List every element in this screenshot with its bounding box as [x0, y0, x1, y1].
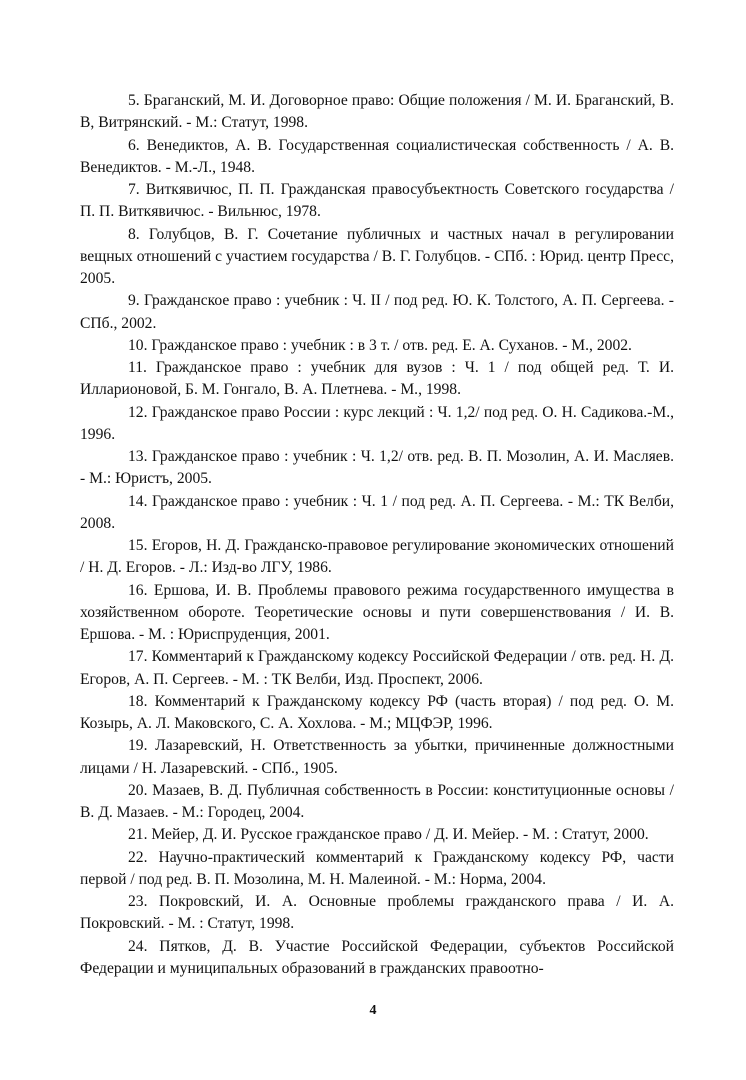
reference-text: 5. Браганский, М. И. Договорное право: Общие положения / М. И. Браганский, В. В, Витрянский. - М.: Статут, 1998.	[80, 92, 674, 132]
reference-item	[80, 646, 674, 691]
reference-item	[80, 179, 674, 224]
reference-item	[80, 891, 674, 936]
reference-item	[80, 290, 674, 335]
reference-item	[80, 224, 674, 291]
reference-item	[80, 335, 674, 357]
reference-text: 6. Венедиктов, А. В. Государственная социалистическая собственность / А. В. Венедиктов. - М.-Л., 1948.	[80, 136, 674, 176]
reference-item	[80, 936, 674, 981]
reference-text: 21. Мейер, Д. И. Русское гражданское право / Д. И. Мейер. - М. : Статут, 2000.	[128, 826, 649, 844]
reference-text: 9. Гражданское право : учебник : Ч. II / под ред. Ю. К. Толстого, А. П. Сергеева. - СПб., 2002.	[80, 292, 674, 332]
reference-text: 11. Гражданское право : учебник для вузов : Ч. 1 / под общей ред. Т. И. Илларионовой, Б. М. Гонгало, В. А. Плетнева. - М., 1998.	[80, 359, 674, 399]
reference-item	[80, 402, 674, 447]
reference-text: 8. Голубцов, В. Г. Сочетание публичных и частных начал в регулировании вещных отношений с участием государства / В. Г. Голубцов. - СПб. : Юрид. центр Пресс, 2005.	[80, 225, 674, 287]
reference-text: 19. Лазаревский, Н. Ответственность за убытки, причиненные должностными лицами / Н. Лазаревский. - СПб., 1905.	[80, 737, 674, 777]
reference-text: 13. Гражданское право : учебник : Ч. 1,2/ отв. ред. В. П. Мозолин, А. И. Масляев. - М.: Юристъ, 2005.	[80, 448, 674, 488]
reference-text: 14. Гражданское право : учебник : Ч. 1 / под ред. А. П. Сергеева. - М.: ТК Велби, 2008.	[80, 492, 674, 532]
reference-text: 20. Мазаев, В. Д. Публичная собственность в России: конституционные основы / В. Д. Мазаев. - М.: Городец, 2004.	[80, 781, 674, 821]
reference-item	[80, 535, 674, 580]
reference-text: 10. Гражданское право : учебник : в 3 т. / отв. ред. Е. А. Суханов. - М., 2002.	[128, 336, 632, 354]
bibliography-list	[80, 90, 674, 980]
reference-text: 16. Ершова, И. В. Проблемы правового режима государственного имущества в хозяйственном обороте. Теоретические основы и пути совершенствования / И. В. Ершова. - М. : Юриспруденция, 2001.	[80, 581, 674, 643]
reference-item	[80, 580, 674, 647]
page-number: 4	[369, 1003, 377, 1018]
reference-text: 15. Егоров, Н. Д. Гражданско-правовое регулирование экономических отношений / Н. Д. Егоров. - Л.: Изд-во ЛГУ, 1986.	[80, 537, 674, 577]
reference-item	[80, 446, 674, 491]
reference-item	[80, 691, 674, 736]
reference-item	[80, 780, 674, 825]
reference-item	[80, 824, 674, 846]
reference-text: 23. Покровский, И. А. Основные проблемы гражданского права / И. А. Покровский. - М. : Статут, 1998.	[80, 893, 674, 933]
reference-text: 18. Комментарий к Гражданскому кодексу РФ (часть вторая) / под ред. О. М. Козырь, А. Л. Маковского, С. А. Хохлова. - М.; МЦФЭР, 1996.	[80, 692, 674, 732]
reference-item	[80, 357, 674, 402]
reference-item	[80, 735, 674, 780]
reference-text: 17. Комментарий к Гражданскому кодексу Российской Федерации / отв. ред. Н. Д. Егоров, А. П. Сергеев. - М. : ТК Велби, Изд. Проспект, 2006.	[80, 648, 674, 688]
reference-text: 22. Научно-практический комментарий к Гражданскому кодексу РФ, части первой / под ред. В. П. Мозолина, М. Н. Малеиной. - М.: Норма, 2004.	[80, 848, 674, 888]
reference-text: 12. Гражданское право России : курс лекций : Ч. 1,2/ под ред. О. Н. Садикова.-М., 1996.	[80, 403, 674, 443]
reference-item	[80, 847, 674, 892]
reference-item	[80, 135, 674, 180]
reference-text: 7. Виткявичюс, П. П. Гражданская правосубъектность Советского государства / П. П. Виткявичюс. - Вильнюс, 1978.	[80, 181, 674, 221]
reference-item	[80, 491, 674, 536]
reference-item	[80, 90, 674, 135]
reference-text: 24. Пятков, Д. В. Участие Российской Федерации, субъектов Российской Федерации и муниципальных образований в гражданских правоотно-	[80, 937, 674, 977]
